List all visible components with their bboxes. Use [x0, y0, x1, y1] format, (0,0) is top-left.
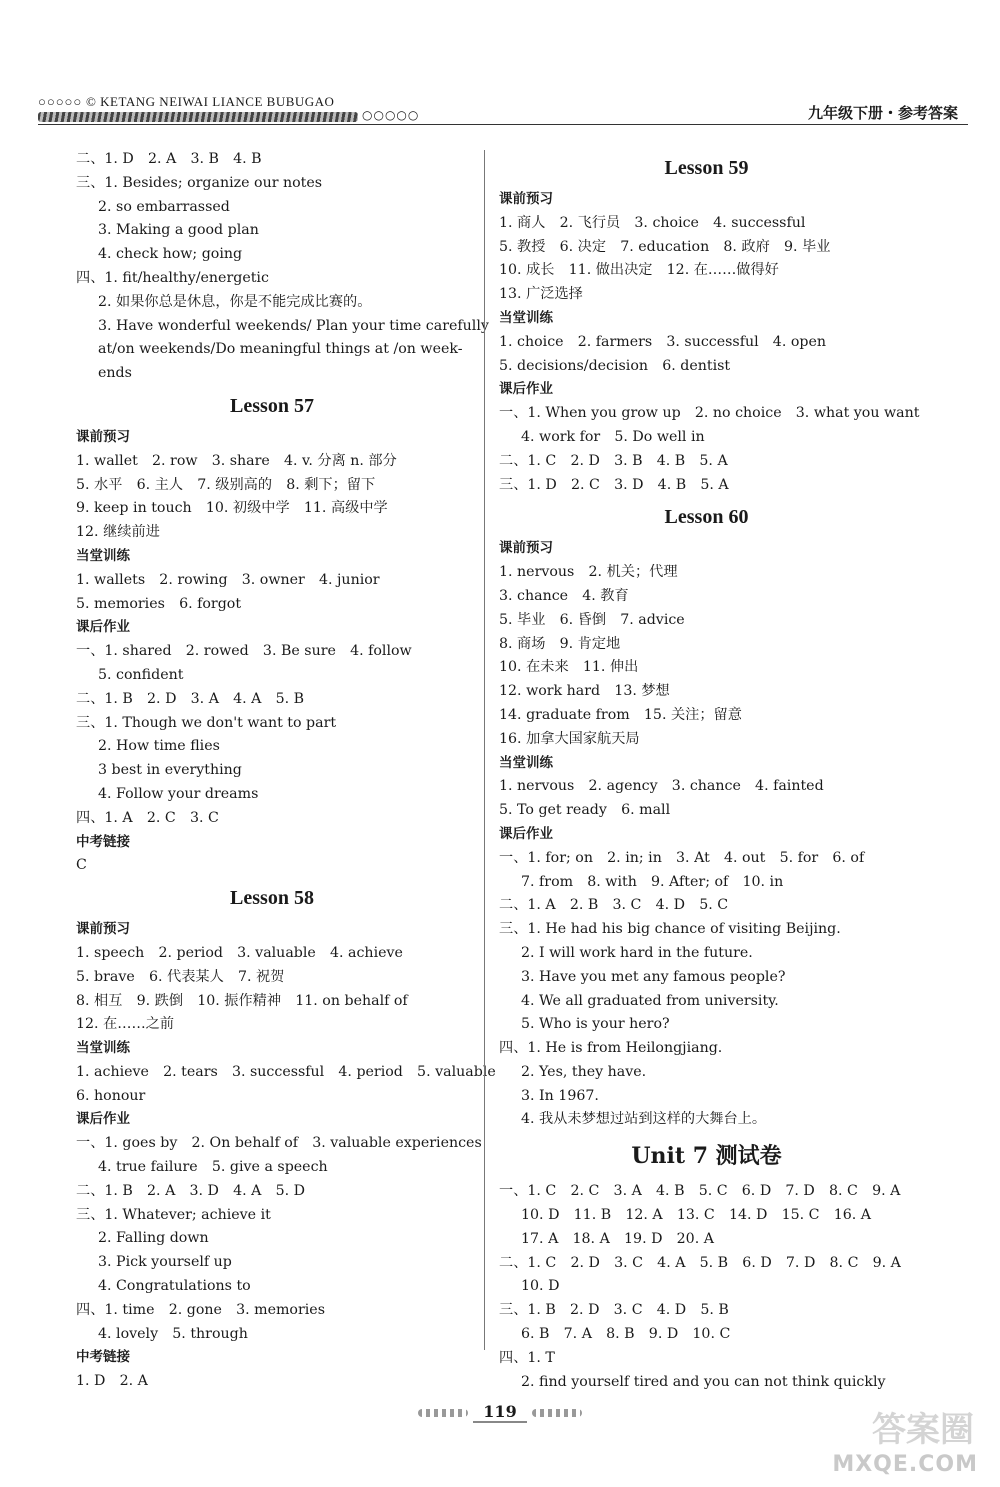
decorative-dots: ○○○○○ [362, 108, 420, 122]
answer-line: 二、1. B 2. D 3. A 4. A 5. B [76, 690, 305, 707]
answer-line: ends [98, 365, 132, 382]
answer-line: 一、1. C 2. C 3. A 4. B 5. C 6. D 7. D 8. C 9. A [499, 1183, 901, 1200]
answer-line: 二、1. B 2. A 3. D 4. A 5. D [76, 1182, 306, 1199]
answer-line: 3. chance 4. 教育 [499, 587, 629, 604]
answer-line: 1. achieve 2. tears 3. successful 4. period 5. valuable [76, 1063, 496, 1080]
decorative-band [38, 112, 358, 122]
answer-line: 7. from 8. with 9. After; of 10. in [521, 873, 784, 890]
answer-line: 1. choice 2. farmers 3. successful 4. open [499, 333, 827, 350]
section-heading: 中考链接 [76, 833, 130, 850]
section-heading: 课前预习 [499, 540, 553, 557]
answer-line: 三、1. D 2. C 3. D 4. B 5. A [499, 476, 729, 493]
answer-line: 5. 水平 6. 主人 7. 级别高的 8. 剩下；留下 [76, 476, 376, 493]
answer-line: 1. nervous 2. 机关；代理 [499, 564, 678, 581]
book-title: 九年级下册・参考答案 [807, 104, 958, 122]
answer-line: 2. find yourself tired and you can not think quickly [521, 1373, 886, 1390]
answer-line: C [76, 857, 87, 874]
answer-line: 3. Have you met any famous people? [521, 968, 786, 985]
answer-line: 四、1. T [499, 1349, 555, 1366]
answer-line: 4. check how; going [98, 246, 243, 263]
answer-line: 1. speech 2. period 3. valuable 4. achieve [76, 944, 403, 961]
column-divider [484, 150, 485, 1350]
answer-line: 二、1. A 2. B 3. C 4. D 5. C [499, 897, 729, 914]
answer-line: 12. 在……之前 [76, 1016, 175, 1033]
answer-line: 四、1. A 2. C 3. C [76, 809, 219, 826]
decorative-dots: ○○○○○ [38, 94, 83, 109]
answer-line: 4. Congratulations to [98, 1278, 251, 1295]
footer-ornament [532, 1409, 582, 1417]
answer-line: 4. work for 5. Do well in [521, 428, 705, 445]
page-number: 119 [473, 1402, 526, 1423]
answer-line: 四、1. fit/healthy/energetic [76, 269, 269, 286]
lesson-title: Lesson 58 [230, 887, 314, 910]
section-heading: 课后作业 [499, 825, 553, 842]
section-heading: 中考链接 [76, 1349, 130, 1366]
answer-line: 2. Falling down [98, 1230, 209, 1247]
answer-line: 5. brave 6. 代表某人 7. 祝贺 [76, 968, 285, 985]
answer-line: 三、1. He had his big chance of visiting Beijing. [499, 921, 841, 938]
answer-line: 4. lovely 5. through [98, 1325, 248, 1342]
section-heading: 当堂训练 [76, 547, 130, 564]
answer-line: 5. To get ready 6. mall [499, 802, 671, 819]
answer-line: 13. 广泛选择 [499, 286, 583, 303]
answer-line: 4. Follow your dreams [98, 785, 259, 802]
answer-line: 8. 商场 9. 肯定地 [499, 635, 621, 652]
answer-line: 10. 成长 11. 做出决定 12. 在……做得好 [499, 262, 779, 279]
answer-line: 一、1. When you grow up 2. no choice 3. what you want [499, 405, 920, 422]
answer-line: 三、1. Whatever; achieve it [76, 1206, 271, 1223]
section-heading: 课前预习 [76, 428, 130, 445]
answer-line: 5. confident [98, 666, 184, 683]
section-heading: 当堂训练 [499, 309, 553, 326]
lesson-title: Lesson 60 [664, 506, 749, 529]
answer-line: 3. In 1967. [521, 1087, 599, 1104]
answer-line: 10. 在未来 11. 伸出 [499, 659, 639, 676]
answer-line: 3. Have wonderful weekends/ Plan your time carefully [98, 317, 489, 334]
answer-line: 1. wallets 2. rowing 3. owner 4. junior [76, 571, 380, 588]
answer-line: 2. so embarrassed [98, 198, 230, 215]
answer-line: 5. memories 6. forgot [76, 595, 242, 612]
answer-line: 4. We all graduated from university. [521, 992, 779, 1009]
answer-line: 9. keep in touch 10. 初级中学 11. 高级中学 [76, 500, 388, 517]
section-heading: 课前预习 [76, 921, 130, 938]
answer-line: 一、1. shared 2. rowed 3. Be sure 4. follow [76, 643, 412, 660]
section-heading: 课后作业 [76, 619, 130, 636]
section-heading: 课后作业 [76, 1111, 130, 1128]
page-header [38, 88, 968, 128]
answer-line: 四、1. time 2. gone 3. memories [76, 1301, 325, 1318]
answer-line: 6. honour [76, 1087, 146, 1104]
answer-line: 5. Who is your hero? [521, 1016, 670, 1033]
section-heading: 当堂训练 [499, 754, 553, 771]
answer-line: 2. Yes, they have. [521, 1063, 647, 1080]
answer-line: 三、1. Though we don't want to part [76, 714, 337, 731]
lesson-title: Lesson 57 [230, 394, 314, 417]
logo-icon: © [86, 94, 97, 109]
answer-line: 5. decisions/decision 6. dentist [499, 357, 731, 374]
answer-line: 12. 继续前进 [76, 524, 160, 541]
footer-ornament [418, 1409, 468, 1417]
answer-line: 2. How time flies [98, 738, 220, 755]
answer-line: 5. 教授 6. 决定 7. education 8. 政府 9. 毕业 [499, 238, 831, 255]
answer-line: 二、1. C 2. D 3. B 4. B 5. A [499, 452, 728, 469]
answer-line: 二、1. D 2. A 3. B 4. B [76, 151, 262, 167]
unit-test-title: Unit 7 测试卷 [631, 1143, 782, 1170]
section-heading: 当堂训练 [76, 1040, 130, 1057]
answer-line: 1. 商人 2. 飞行员 3. choice 4. successful [499, 214, 806, 231]
answer-line: 6. B 7. A 8. B 9. D 10. C [521, 1326, 731, 1343]
lesson-title: Lesson 59 [664, 157, 749, 179]
answer-line: 一、1. for; on 2. in; in 3. At 4. out 5. for 6. of [499, 849, 865, 866]
answer-line: 1. D 2. A [76, 1373, 148, 1390]
answer-line: 8. 相互 9. 跌倒 10. 振作精神 11. on behalf of [76, 992, 408, 1009]
answer-line: 17. A 18. A 19. D 20. A [521, 1230, 714, 1247]
series-name: KETANG NEIWAI LIANCE BUBUGAO [100, 94, 335, 109]
answer-line: 三、1. Besides; organize our notes [76, 174, 323, 191]
answer-line: 一、1. goes by 2. On behalf of 3. valuable experiences [76, 1135, 482, 1152]
answer-line: 10. D 11. B 12. A 13. C 14. D 15. C 16. A [521, 1207, 872, 1224]
watermark-logo: 答案圈 [872, 1410, 974, 1450]
answer-line: 4. true failure 5. give a speech [98, 1159, 328, 1176]
section-heading: 课后作业 [499, 381, 553, 398]
answer-line: 三、1. B 2. D 3. C 4. D 5. B [499, 1302, 729, 1319]
answer-line: 5. 毕业 6. 昏倒 7. advice [499, 611, 685, 628]
answer-line: 四、1. He is from Heilongjiang. [499, 1040, 723, 1057]
answer-line: 二、1. C 2. D 3. C 4. A 5. B 6. D 7. D 8. C 9. A [499, 1254, 901, 1271]
answer-line: 3 best in everything [98, 762, 242, 779]
answer-line: 2. 如果你总是休息，你是不能完成比赛的。 [98, 293, 372, 310]
answer-line: 14. graduate from 15. 关注；留意 [499, 706, 742, 723]
answer-line: 1. wallet 2. row 3. share 4. v. 分离 n. 部分 [76, 452, 397, 469]
section-heading: 课前预习 [499, 191, 553, 207]
answer-line: 4. 我从未梦想过站到这样的大舞台上。 [521, 1111, 767, 1128]
series-label [38, 94, 334, 110]
watermark-site: MXQE.COM [832, 1452, 978, 1477]
right-column [499, 148, 920, 1394]
answer-line: at/on weekends/Do meaningful things at /on week- [98, 341, 463, 358]
answer-line: 1. nervous 2. agency 3. chance 4. fainted [499, 778, 824, 795]
answer-line: 16. 加拿大国家航天局 [499, 730, 640, 747]
answer-line: 3. Pick yourself up [98, 1254, 232, 1271]
answer-line: 2. I will work hard in the future. [521, 944, 753, 961]
answer-line: 12. work hard 13. 梦想 [499, 683, 670, 700]
answer-line: 3. Making a good plan [98, 222, 259, 239]
watermark [808, 1411, 978, 1477]
header-rule [38, 124, 968, 125]
answer-line: 10. D [521, 1278, 560, 1295]
left-column [76, 148, 496, 1394]
